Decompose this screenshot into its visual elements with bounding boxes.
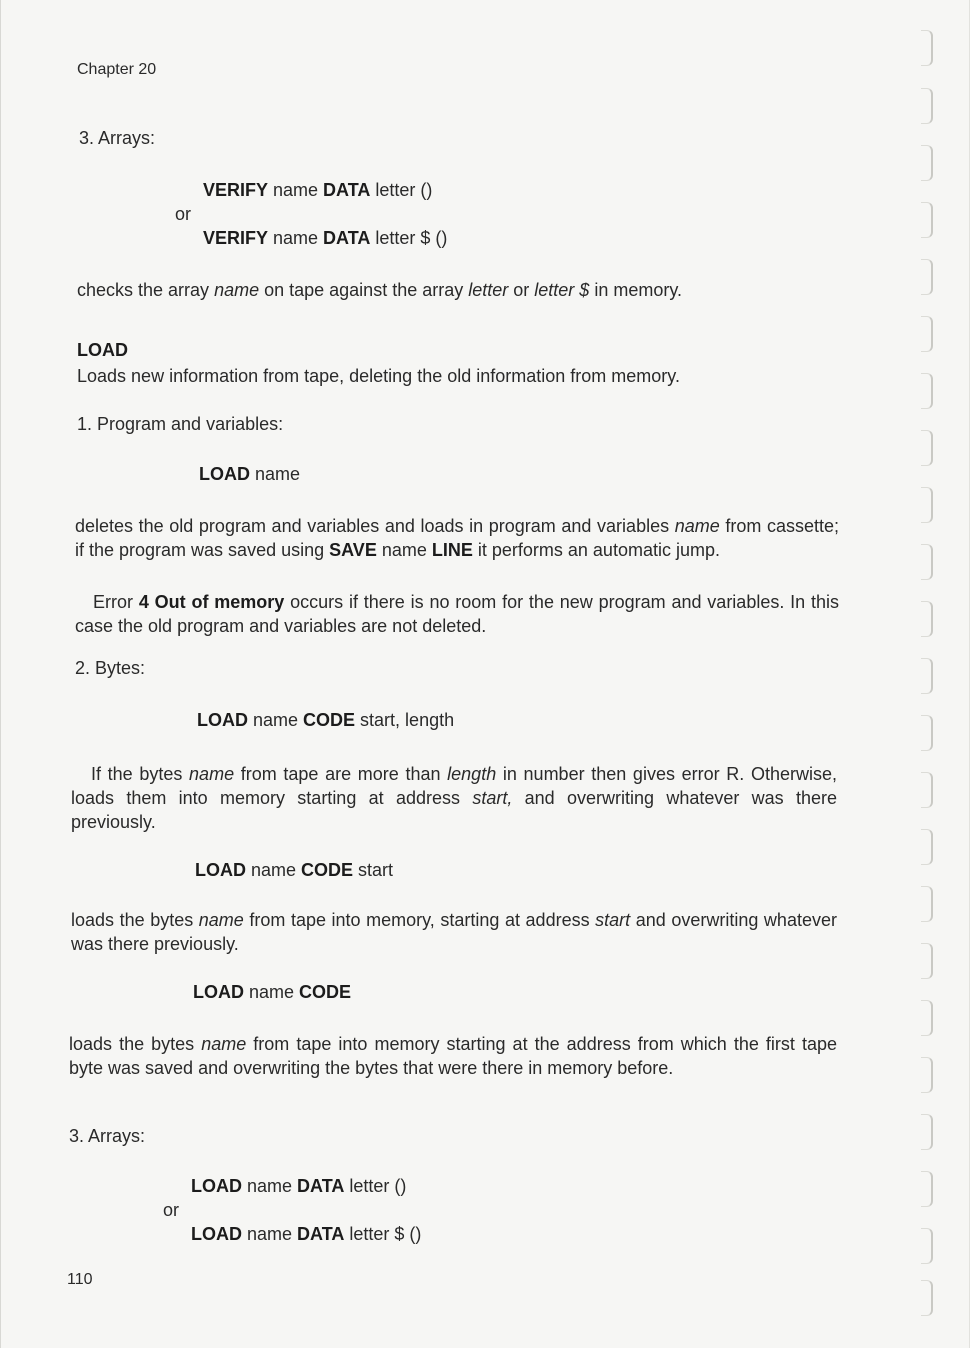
binding-hole [921,316,933,352]
binding-hole [921,1228,933,1264]
binding-hole [921,886,933,922]
load-data-command: LOAD name DATA letter () [191,1176,407,1196]
chapter-header: Chapter 20 [77,61,157,78]
load-heading: LOAD [77,340,128,360]
binding-hole [921,373,933,409]
section-heading-program: 1. Program and variables: [77,414,284,434]
section-heading-arrays-verify: 3. Arrays: [79,128,156,148]
binding-hole [921,430,933,466]
binding-hole [921,715,933,751]
binding-hole [921,1057,933,1093]
binding-hole [921,943,933,979]
or-label: or [175,204,192,224]
binding-hole [921,202,933,238]
binding-hole [921,88,933,124]
binding-hole [921,145,933,181]
binding-hole [921,1171,933,1207]
section-heading-arrays-load: 3. Arrays: [69,1126,146,1146]
binding-hole [921,544,933,580]
verify-data-command: VERIFY name DATA letter () [203,180,433,200]
verify-data-string-command: VERIFY name DATA letter $ () [203,228,448,248]
binding-holes [921,30,935,1320]
binding-hole [921,1000,933,1036]
load-name-command: LOAD name [199,464,301,484]
or-label-load: or [163,1200,180,1220]
binding-hole [921,487,933,523]
load-code-start-command: LOAD name CODE start [195,860,394,880]
binding-hole [921,1280,933,1316]
load-code-command: LOAD name CODE [193,982,352,1002]
page-number: 110 [67,1271,93,1288]
load-code-start-description: loads the bytes name from tape into memory, starting at address start and overwriting whatever was there previously. [71,910,837,954]
load-code-start-length-command: LOAD name CODE start, length [197,710,455,730]
load-code-description: loads the bytes name from tape into memory starting at the address from which the first tape byte was saved and overwriting the bytes that were there in memory before. [69,1034,837,1078]
binding-hole [921,772,933,808]
section-heading-bytes: 2. Bytes: [75,658,146,678]
load-code-length-description: If the bytes name from tape are more than length in number then gives error R. Otherwise, loads them into memory starting at address start, and overwriting whatever was there previously. [71,764,838,832]
load-program-description: deletes the old program and variables and loads in program and variables name from cassette; if the program was saved using SAVE name LINE it performs an automatic jump. [75,516,839,560]
binding-hole [921,829,933,865]
verify-array-description: checks the array name on tape against the array letter or letter $ in memory. [77,280,682,300]
out-of-memory-note: Error 4 Out of memory occurs if there is no room for the new program and variables. In this case the old program and variables are not deleted. [75,592,840,636]
binding-hole [921,658,933,694]
load-data-string-command: LOAD name DATA letter $ () [191,1224,422,1244]
binding-hole [921,259,933,295]
binding-hole [921,601,933,637]
binding-hole [921,30,933,66]
load-intro: Loads new information from tape, deleting the old information from memory. [77,366,680,386]
binding-hole [921,1114,933,1150]
